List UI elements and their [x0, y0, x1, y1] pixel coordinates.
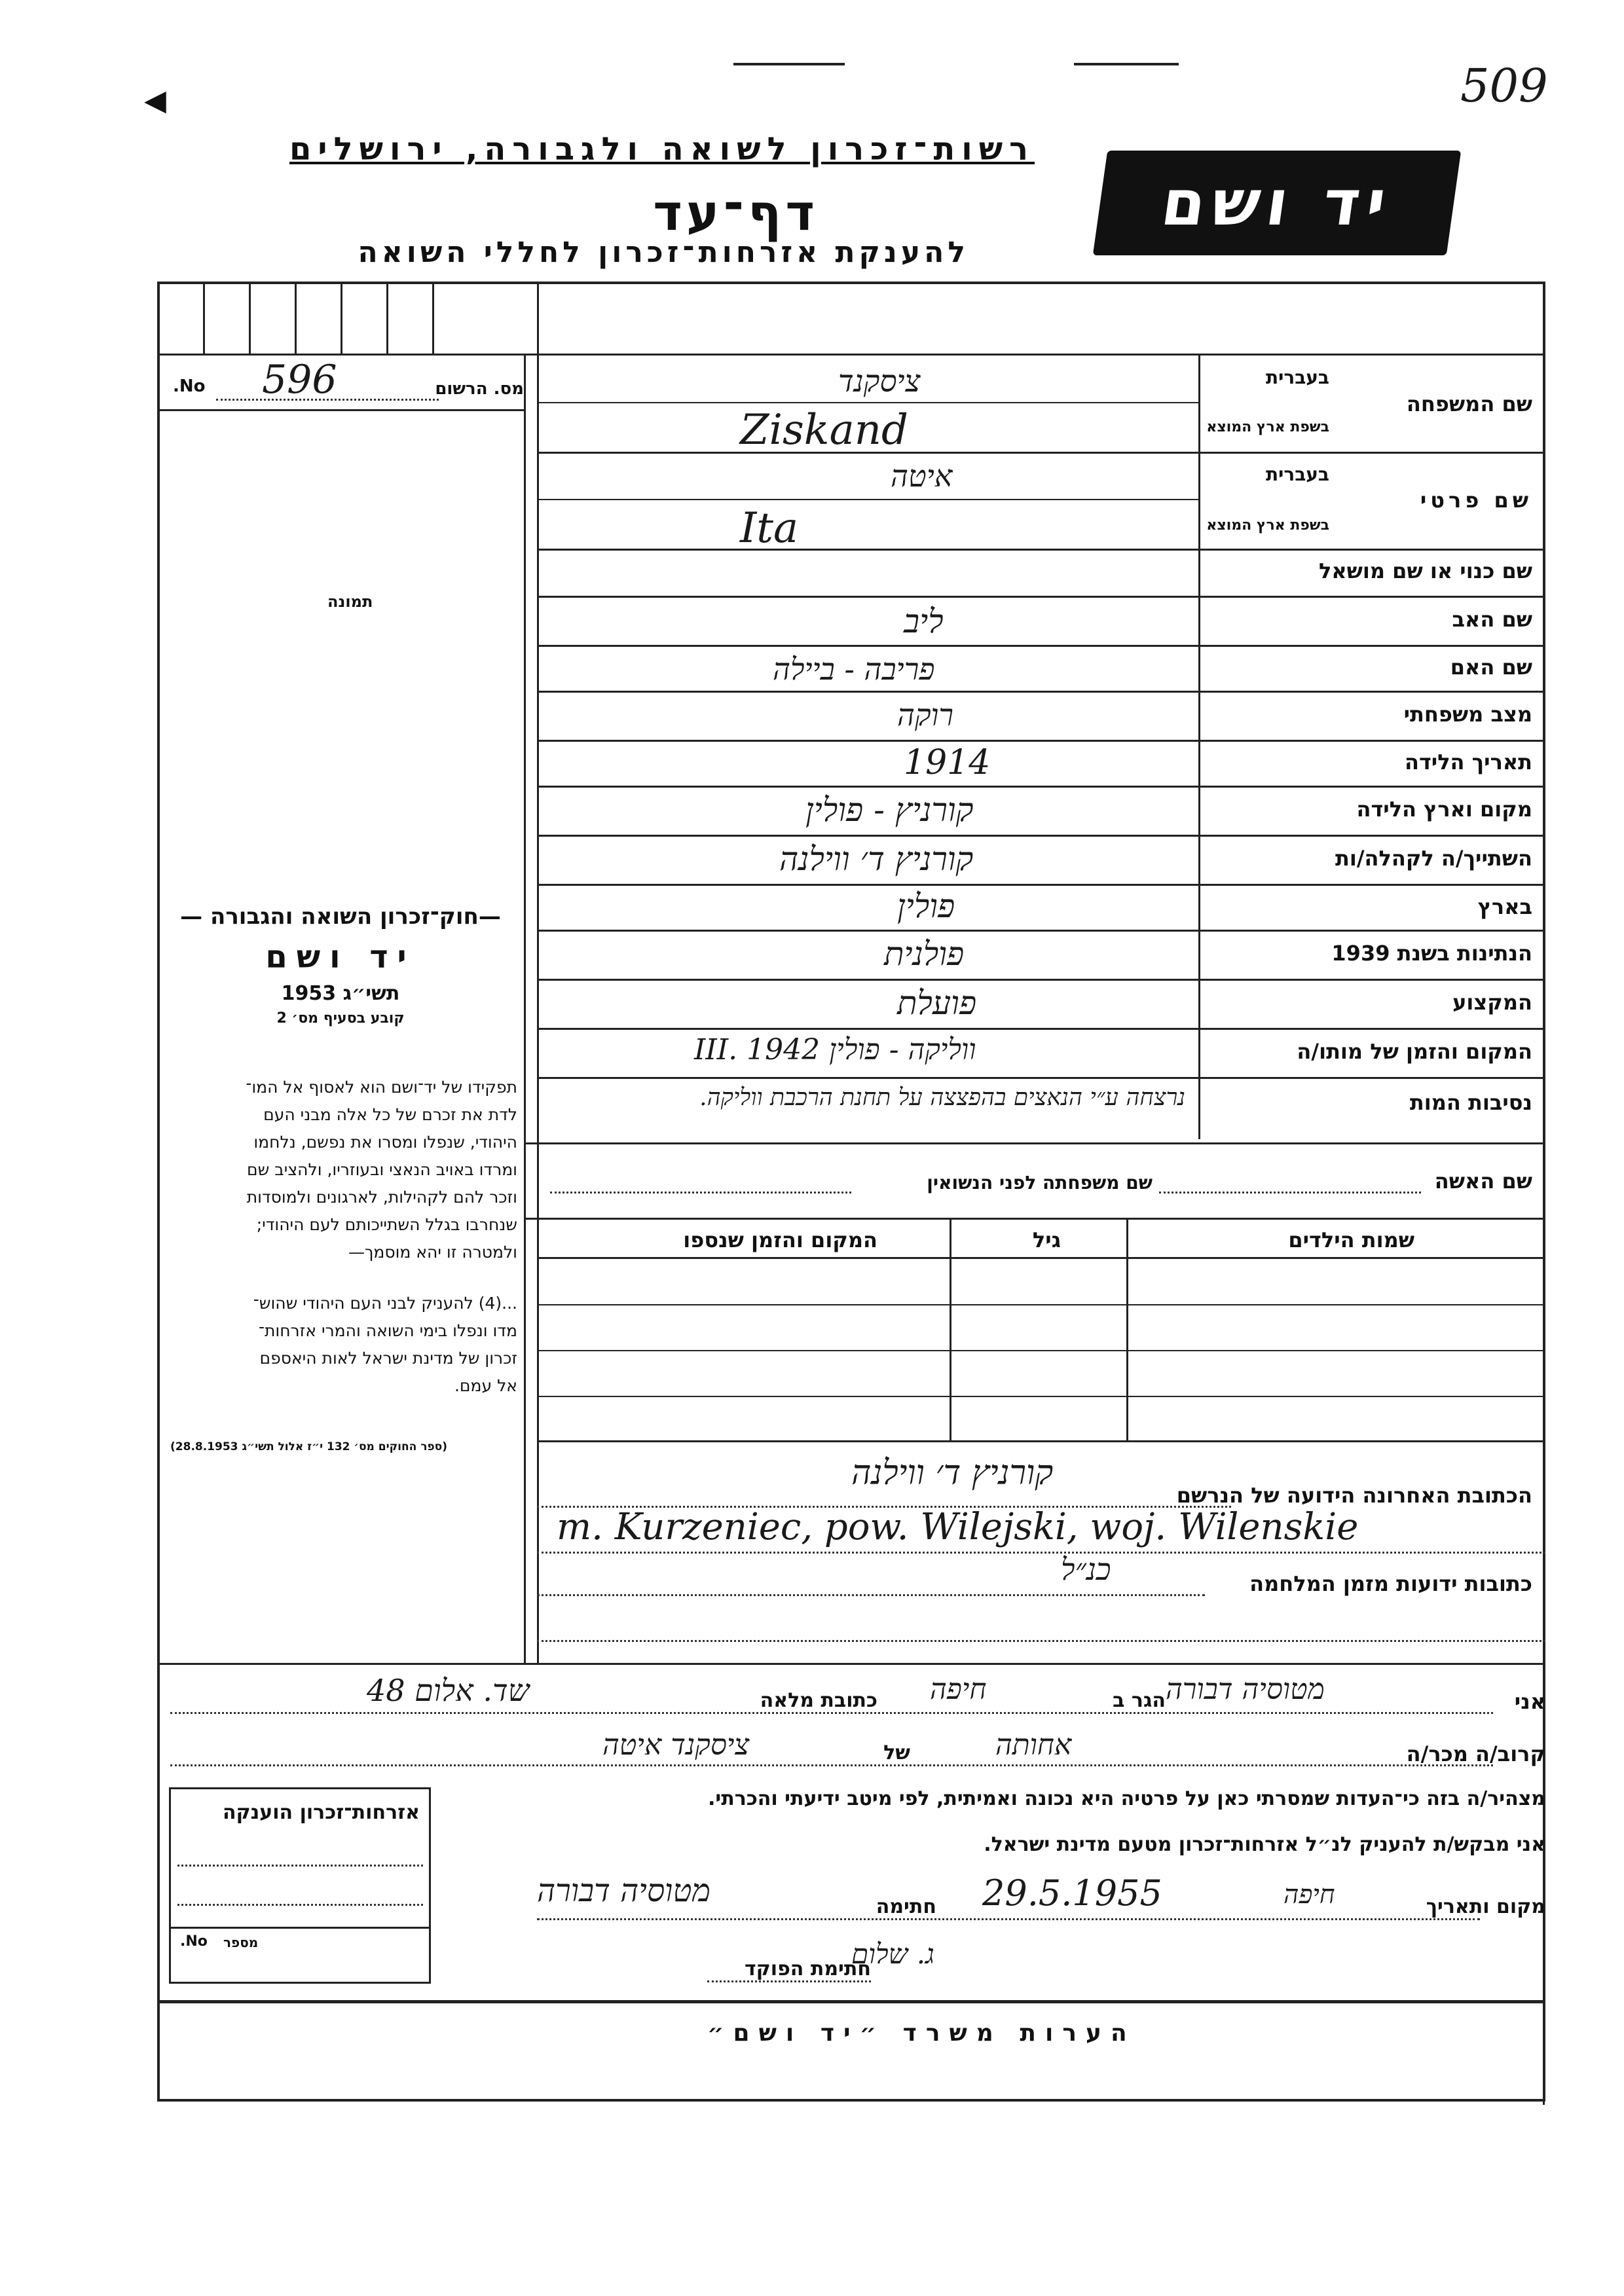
fill-line: [1159, 1192, 1421, 1194]
law-name: יד ושם: [265, 939, 416, 975]
frame-line: [295, 282, 297, 354]
table-line: [1126, 1218, 1128, 1440]
frame-line: [157, 409, 524, 411]
row-line: [537, 402, 1198, 403]
frame-line: [1198, 354, 1200, 1139]
table-line: [537, 1304, 1545, 1305]
row-line: [524, 1218, 1545, 1220]
row-line: [537, 452, 1545, 454]
row-line: [537, 645, 1545, 647]
signature-label: חתימה: [876, 1895, 936, 1918]
law-line: זכרון של מדינת ישראל לאות היאספם: [259, 1349, 517, 1368]
death-circumstances-label: נסיבות המות: [1409, 1090, 1532, 1115]
place-value: חיפה: [1283, 1880, 1335, 1910]
top-rule: [733, 63, 845, 65]
wife-maiden-label: שם משפחתה לפני הנשואין: [927, 1172, 1153, 1194]
family-name-hebrew-value: ציסקנד: [838, 363, 921, 399]
children-header-place: המקום והזמן שנספו: [683, 1228, 877, 1252]
declarant-address-label: כתובת מלאה: [760, 1689, 877, 1712]
first-name-hebrew-label: בעברית: [1265, 464, 1329, 485]
law-line: ומרדו באויב הנאצי ובעוזריו, ולהציב שם: [247, 1160, 517, 1179]
table-line: [537, 1396, 1545, 1397]
law-heading: —חוק־זכרון השואה והגבורה —: [180, 903, 501, 930]
last-address-latin: m. Kurzeniec, pow. Wilejski, woj. Wilenskie: [557, 1506, 1359, 1548]
row-line: [537, 1028, 1545, 1030]
citizenship-box: [169, 1787, 431, 1984]
law-gazette: (ספר החוקים מס׳ 132 י״ז אלול תשי״ג 28.8.1953): [170, 1440, 447, 1453]
profession-label: המקצוע: [1452, 990, 1532, 1015]
fill-line: [537, 1552, 1545, 1554]
row-line: [537, 884, 1545, 886]
place-date-label: מקום ותאריך: [1426, 1895, 1545, 1918]
fill-line: [177, 1904, 423, 1906]
header-subtitle: להענקת אזרחות־זכרון לחללי השואה: [358, 236, 969, 269]
officer-signature: ג. שלום: [851, 1938, 934, 1970]
table-line: [537, 1440, 1545, 1442]
declarant-relation: אחותה: [995, 1728, 1072, 1762]
row-line: [537, 1077, 1545, 1079]
citizenship-value: פולנית: [884, 935, 965, 973]
row-line: [524, 1142, 1545, 1144]
frame-line: [432, 282, 434, 354]
law-line: היהודי, שנפלו ומסרו את נפשם, נלחמו: [253, 1133, 517, 1152]
fill-line: [537, 1640, 1545, 1642]
frame-line: [537, 282, 539, 1663]
birth-date-label: תאריך הלידה: [1404, 750, 1532, 774]
declarant-of-label: של: [883, 1741, 910, 1764]
row-line: [537, 596, 1545, 598]
registration-no-label: No.: [173, 376, 206, 396]
date-value: 29.5.1955: [982, 1872, 1162, 1914]
first-name-origin-label: בשפת ארץ המוצא: [1206, 517, 1329, 534]
frame-line: [1543, 2000, 1545, 2105]
top-rule-right: [1074, 63, 1179, 65]
page-number: 509: [1460, 59, 1548, 113]
death-place-value: ווליקה - פולין III. 1942: [694, 1033, 976, 1066]
community-label: השתייך/ה לקהלה/ות: [1335, 846, 1532, 871]
marital-value: רוקה: [897, 697, 953, 733]
frame-line: [157, 354, 1545, 355]
declarant-relation-label: קרוב/ה מכר/ה: [1406, 1741, 1545, 1766]
law-line: ...(4) להעניק לבני העם היהודי שהוש־: [253, 1294, 517, 1313]
family-name-origin-label: בשפת ארץ המוצא: [1206, 419, 1329, 435]
law-clause: קובע בסעיף מס׳ 2: [276, 1010, 405, 1027]
citizenship-box-no-heb: מספר: [223, 1935, 259, 1950]
children-header-age: גיל: [1032, 1228, 1061, 1252]
declarant-name: מטוסיה דבורה: [1166, 1673, 1325, 1706]
last-address-value: קורניץ ד׳ ווילנה: [851, 1453, 1054, 1493]
family-name-label: שם המשפחה: [1406, 392, 1532, 416]
row-line: [537, 691, 1545, 693]
law-line: שנחרבו בגלל השתייכותם לעם היהודי;: [256, 1215, 517, 1234]
declarant-statement-2: אני מבקש/ת להעניק לנ״ל אזרחות־זכרון מטעם מדינת ישראל.: [984, 1833, 1545, 1856]
first-name-label: שם פרטי: [1420, 488, 1532, 513]
row-line: [537, 835, 1545, 837]
registration-no-value: 596: [262, 357, 337, 403]
law-line: אל עמם.: [454, 1376, 517, 1395]
table-line: [537, 1257, 1545, 1259]
registration-label: מס. הרשום: [435, 379, 524, 399]
declarant-i-label: אני: [1514, 1689, 1545, 1714]
father-value: ליב: [904, 602, 944, 640]
logo-text: יד ושם: [1156, 166, 1397, 240]
fill-line: [177, 1865, 423, 1867]
row-line: [537, 499, 1198, 500]
declarant-address: שד. אלום 48: [367, 1673, 530, 1708]
nickname-label: שם כנוי או שם מושאל: [1318, 558, 1532, 583]
table-line: [950, 1218, 951, 1440]
fill-line: [537, 1918, 1480, 1920]
law-block: [164, 903, 517, 1027]
signature-value: מטוסיה דבורה: [537, 1872, 710, 1909]
family-name-origin-value: Ziskand: [740, 406, 908, 454]
law-line: לדת את זכרם של כל אלה מבני העם: [263, 1105, 517, 1124]
citizenship-label: הנתינות בשנת 1939: [1331, 941, 1532, 966]
fill-line: [170, 1712, 1493, 1714]
fill-line: [550, 1192, 851, 1194]
law-line: תפקידו של יד־ושם הוא לאסוף אל המו־: [246, 1078, 517, 1097]
frame-line: [386, 282, 388, 354]
table-line: [537, 1350, 1545, 1351]
law-line: ולמטרה זו יהא מוסמך—: [348, 1243, 517, 1262]
marital-label: מצב משפחתי: [1403, 702, 1532, 727]
row-line: [537, 979, 1545, 981]
law-line: מדו ונפלו בימי השואה והמרי אזרחות־: [258, 1321, 517, 1340]
citizenship-box-title: אזרחות־זכרון הוענקה: [222, 1801, 420, 1824]
law-year: תשי״ג 1953: [281, 982, 400, 1005]
war-address-label: כתובות ידועות מזמן המלחמה: [1249, 1571, 1532, 1596]
mother-label: שם האם: [1450, 655, 1532, 680]
corner-mark-icon: ◀: [144, 84, 166, 117]
war-address-value: כנ״ל: [1061, 1552, 1111, 1587]
frame-line: [203, 282, 205, 354]
law-paragraph-1: [164, 1074, 517, 1266]
row-line: [537, 930, 1545, 932]
country-label: בארץ: [1477, 894, 1532, 919]
frame-line: [524, 354, 526, 1663]
first-name-hebrew-value: איטה: [891, 458, 953, 494]
row-line: [537, 549, 1545, 551]
country-value: פולין: [897, 887, 955, 925]
registration: [157, 357, 524, 409]
fill-line: [707, 1980, 871, 1982]
declarant-city: חיפה: [930, 1673, 987, 1706]
box-line: [171, 1927, 429, 1929]
header-title: דף־עד: [653, 183, 819, 242]
birth-place-label: מקום וארץ הלידה: [1356, 797, 1532, 822]
wife-label: שם האשה: [1434, 1169, 1532, 1194]
birth-date-value: 1914: [904, 743, 991, 782]
fill-line: [537, 1594, 1205, 1596]
citizenship-box-no: No.: [180, 1933, 208, 1950]
frame-line: [249, 282, 251, 354]
header-authority: רשות־זכרון לשואה ולגבורה, ירושלים: [289, 131, 1035, 168]
death-circumstances-value: נרצחה ע״י הנאצים בהפצצה על תחנת הרכבת ווליקה.: [699, 1084, 1185, 1111]
declarant-statement-1: מצהיר/ה בזה כי־העדות שמסרתי כאן על פרטיה היא נכונה ואמיתית, לפי מיטב ידיעתי והכרתי.: [708, 1787, 1545, 1810]
declarant-of-name: ציסקנד איטה: [602, 1728, 750, 1762]
fill-line: [170, 1764, 1493, 1766]
death-place-label: המקום והזמן של מותו/ה: [1297, 1039, 1532, 1064]
declarant-resides-label: הגר ב: [1113, 1689, 1166, 1712]
family-name-hebrew-label: בעברית: [1265, 367, 1329, 388]
fill-line: [216, 399, 439, 401]
law-line: וזכר להם לקהילות, לארגונים ולמוסדות: [246, 1188, 517, 1207]
row-line: [537, 740, 1545, 742]
profession-value: פועלת: [897, 984, 977, 1022]
row-line: [537, 786, 1545, 788]
footer-text: הערות משרד ״יד ושם״: [707, 2020, 1136, 2047]
photo-label: תמונה: [327, 592, 373, 611]
birth-place-value: קורניץ - פולין: [805, 791, 974, 829]
last-address-label: הכתובת האחרונה הידועה של הנרשם: [1176, 1483, 1532, 1508]
footer-line: [157, 2000, 1545, 2003]
community-value: קורניץ ד׳ ווילנה: [779, 840, 974, 878]
mother-value: פריבה - ביילה: [773, 651, 935, 687]
officer-label: חתימת הפוקד: [745, 1958, 871, 1980]
section-line: [157, 1663, 1545, 1665]
first-name-origin-value: Ita: [740, 504, 799, 553]
children-header-names: שמות הילדים: [1288, 1228, 1414, 1252]
frame-line: [341, 282, 342, 354]
father-label: שם האב: [1452, 607, 1532, 632]
law-paragraph-2: [164, 1290, 517, 1400]
logo: [1093, 151, 1461, 255]
